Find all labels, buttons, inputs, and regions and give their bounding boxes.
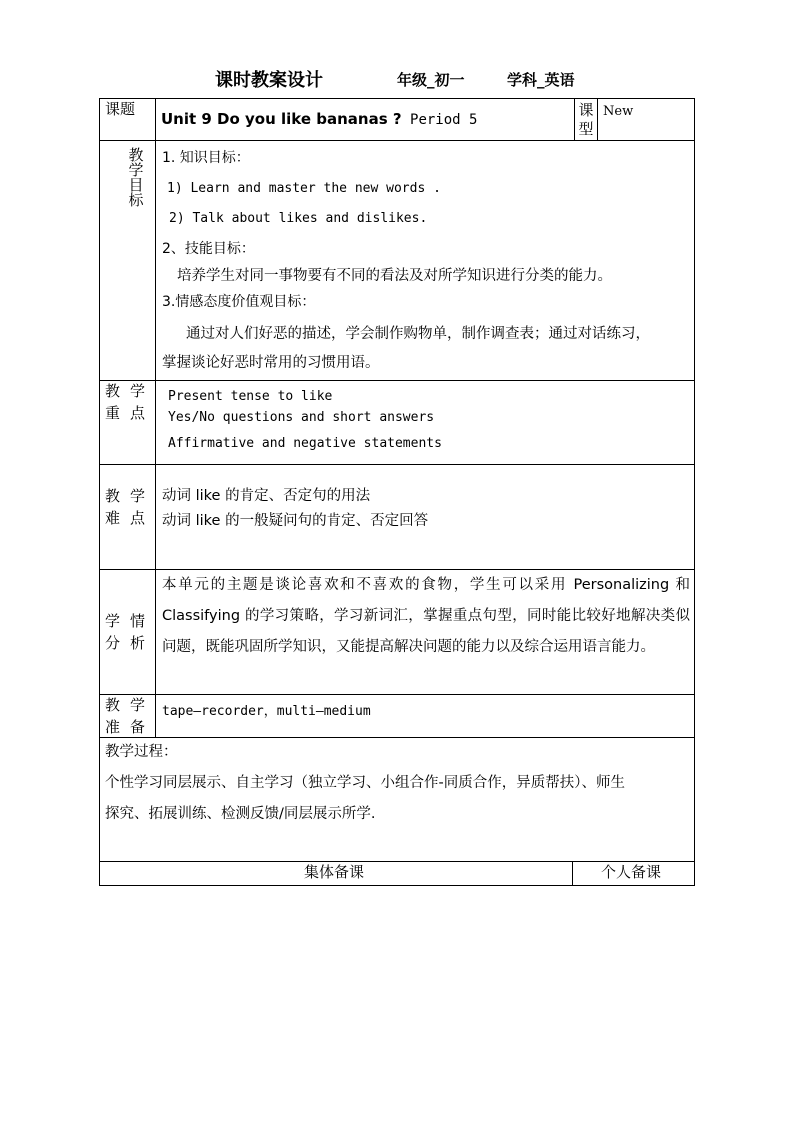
label-line: 教学 — [105, 487, 156, 505]
type-label-char: 课 — [578, 101, 594, 119]
type-label — [578, 101, 594, 139]
topic-label: 课题 — [105, 100, 136, 118]
analysis-text: 本单元的主题是谈论喜欢和不喜欢的食物，学生可以采用 Personalizing 和 Classifying 的学习策略，学习新词汇，掌握重点句型，同时能比较好地解决类似问题，既能巩固所学知识，又能提高解决问题的能力以及综合运用语言能力。 — [162, 577, 690, 655]
row-border — [99, 464, 695, 465]
key-point-item: Yes/No questions and short answers — [168, 410, 435, 425]
col-border — [694, 98, 695, 886]
row-border — [99, 885, 695, 886]
key-point-item: Present tense to like — [168, 389, 333, 404]
label-line: 教学 — [105, 382, 156, 400]
difficulty-item: 动词 like 的肯定、否定句的用法 — [162, 488, 371, 504]
topic-title: Unit 9 Do you like bananas ? — [161, 110, 402, 128]
preparation-label — [105, 694, 155, 738]
emotion-text: 通过对人们好恶的描述，学会制作购物单，制作调查表；通过对话练习， — [186, 326, 650, 342]
emotion-text: 掌握谈论好恶时常用的习惯用语。 — [162, 355, 380, 371]
lesson-plan-table — [99, 98, 695, 886]
row-border — [99, 861, 695, 862]
difficulties-label — [105, 485, 155, 529]
process-heading: 教学过程： — [105, 744, 178, 760]
type-label-char: 型 — [578, 120, 594, 138]
grade-field: 年级_初一 — [397, 71, 465, 89]
subject-field: 学科_英语 — [507, 71, 575, 89]
page-title: 课时教案设计 — [215, 70, 323, 91]
col-border — [574, 98, 575, 141]
objectives-label-char: 学 — [128, 161, 144, 179]
lesson-topic — [161, 112, 477, 127]
type-value: New — [603, 104, 634, 119]
label-line: 准备 — [105, 718, 156, 736]
page-header — [0, 66, 794, 92]
key-points-label — [105, 380, 155, 424]
key-point-item: Affirmative and negative statements — [168, 436, 442, 451]
objectives-label-char: 目 — [128, 176, 144, 194]
emotion-heading: 3.情感态度价值观目标： — [162, 294, 316, 310]
row-border — [99, 98, 695, 99]
label-line: 重点 — [105, 404, 156, 422]
knowledge-heading: 1. 知识目标： — [162, 150, 250, 166]
objectives-label-char: 标 — [128, 191, 144, 209]
preparation-text: tape—recorder，multi—medium — [162, 704, 371, 719]
col-border — [99, 98, 100, 886]
knowledge-item: 2) Talk about likes and dislikes. — [169, 211, 428, 226]
label-line: 学情 — [105, 612, 156, 630]
personal-prep-label: 个人备课 — [601, 863, 662, 881]
topic-period: Period 5 — [401, 112, 478, 128]
row-border — [99, 380, 695, 381]
skill-heading: 2、技能目标： — [162, 241, 255, 257]
label-line: 难点 — [105, 509, 156, 527]
knowledge-item: 1) Learn and master the new words . — [167, 181, 441, 196]
col-border — [572, 861, 573, 886]
difficulty-item: 动词 like 的一般疑问句的肯定、否定回答 — [162, 513, 429, 529]
objectives-label-char: 教 — [128, 146, 144, 164]
row-border — [99, 140, 695, 141]
skill-text: 培养学生对同一事物要有不同的看法及对所学知识进行分类的能力。 — [177, 268, 612, 284]
col-border — [155, 98, 156, 738]
objectives-label — [128, 148, 144, 208]
label-line: 分析 — [105, 634, 156, 652]
process-text: 个性学习同层展示、自主学习（独立学习、小组合作-同质合作，异质帮扶）、师生 — [105, 775, 625, 791]
label-line: 教学 — [105, 696, 156, 714]
row-border — [99, 737, 695, 738]
col-border — [597, 98, 598, 141]
analysis-label — [105, 610, 155, 654]
row-border — [99, 694, 695, 695]
process-text: 探究、拓展训练、检测反馈/同层展示所学. — [105, 806, 376, 822]
group-prep-label: 集体备课 — [304, 863, 365, 881]
